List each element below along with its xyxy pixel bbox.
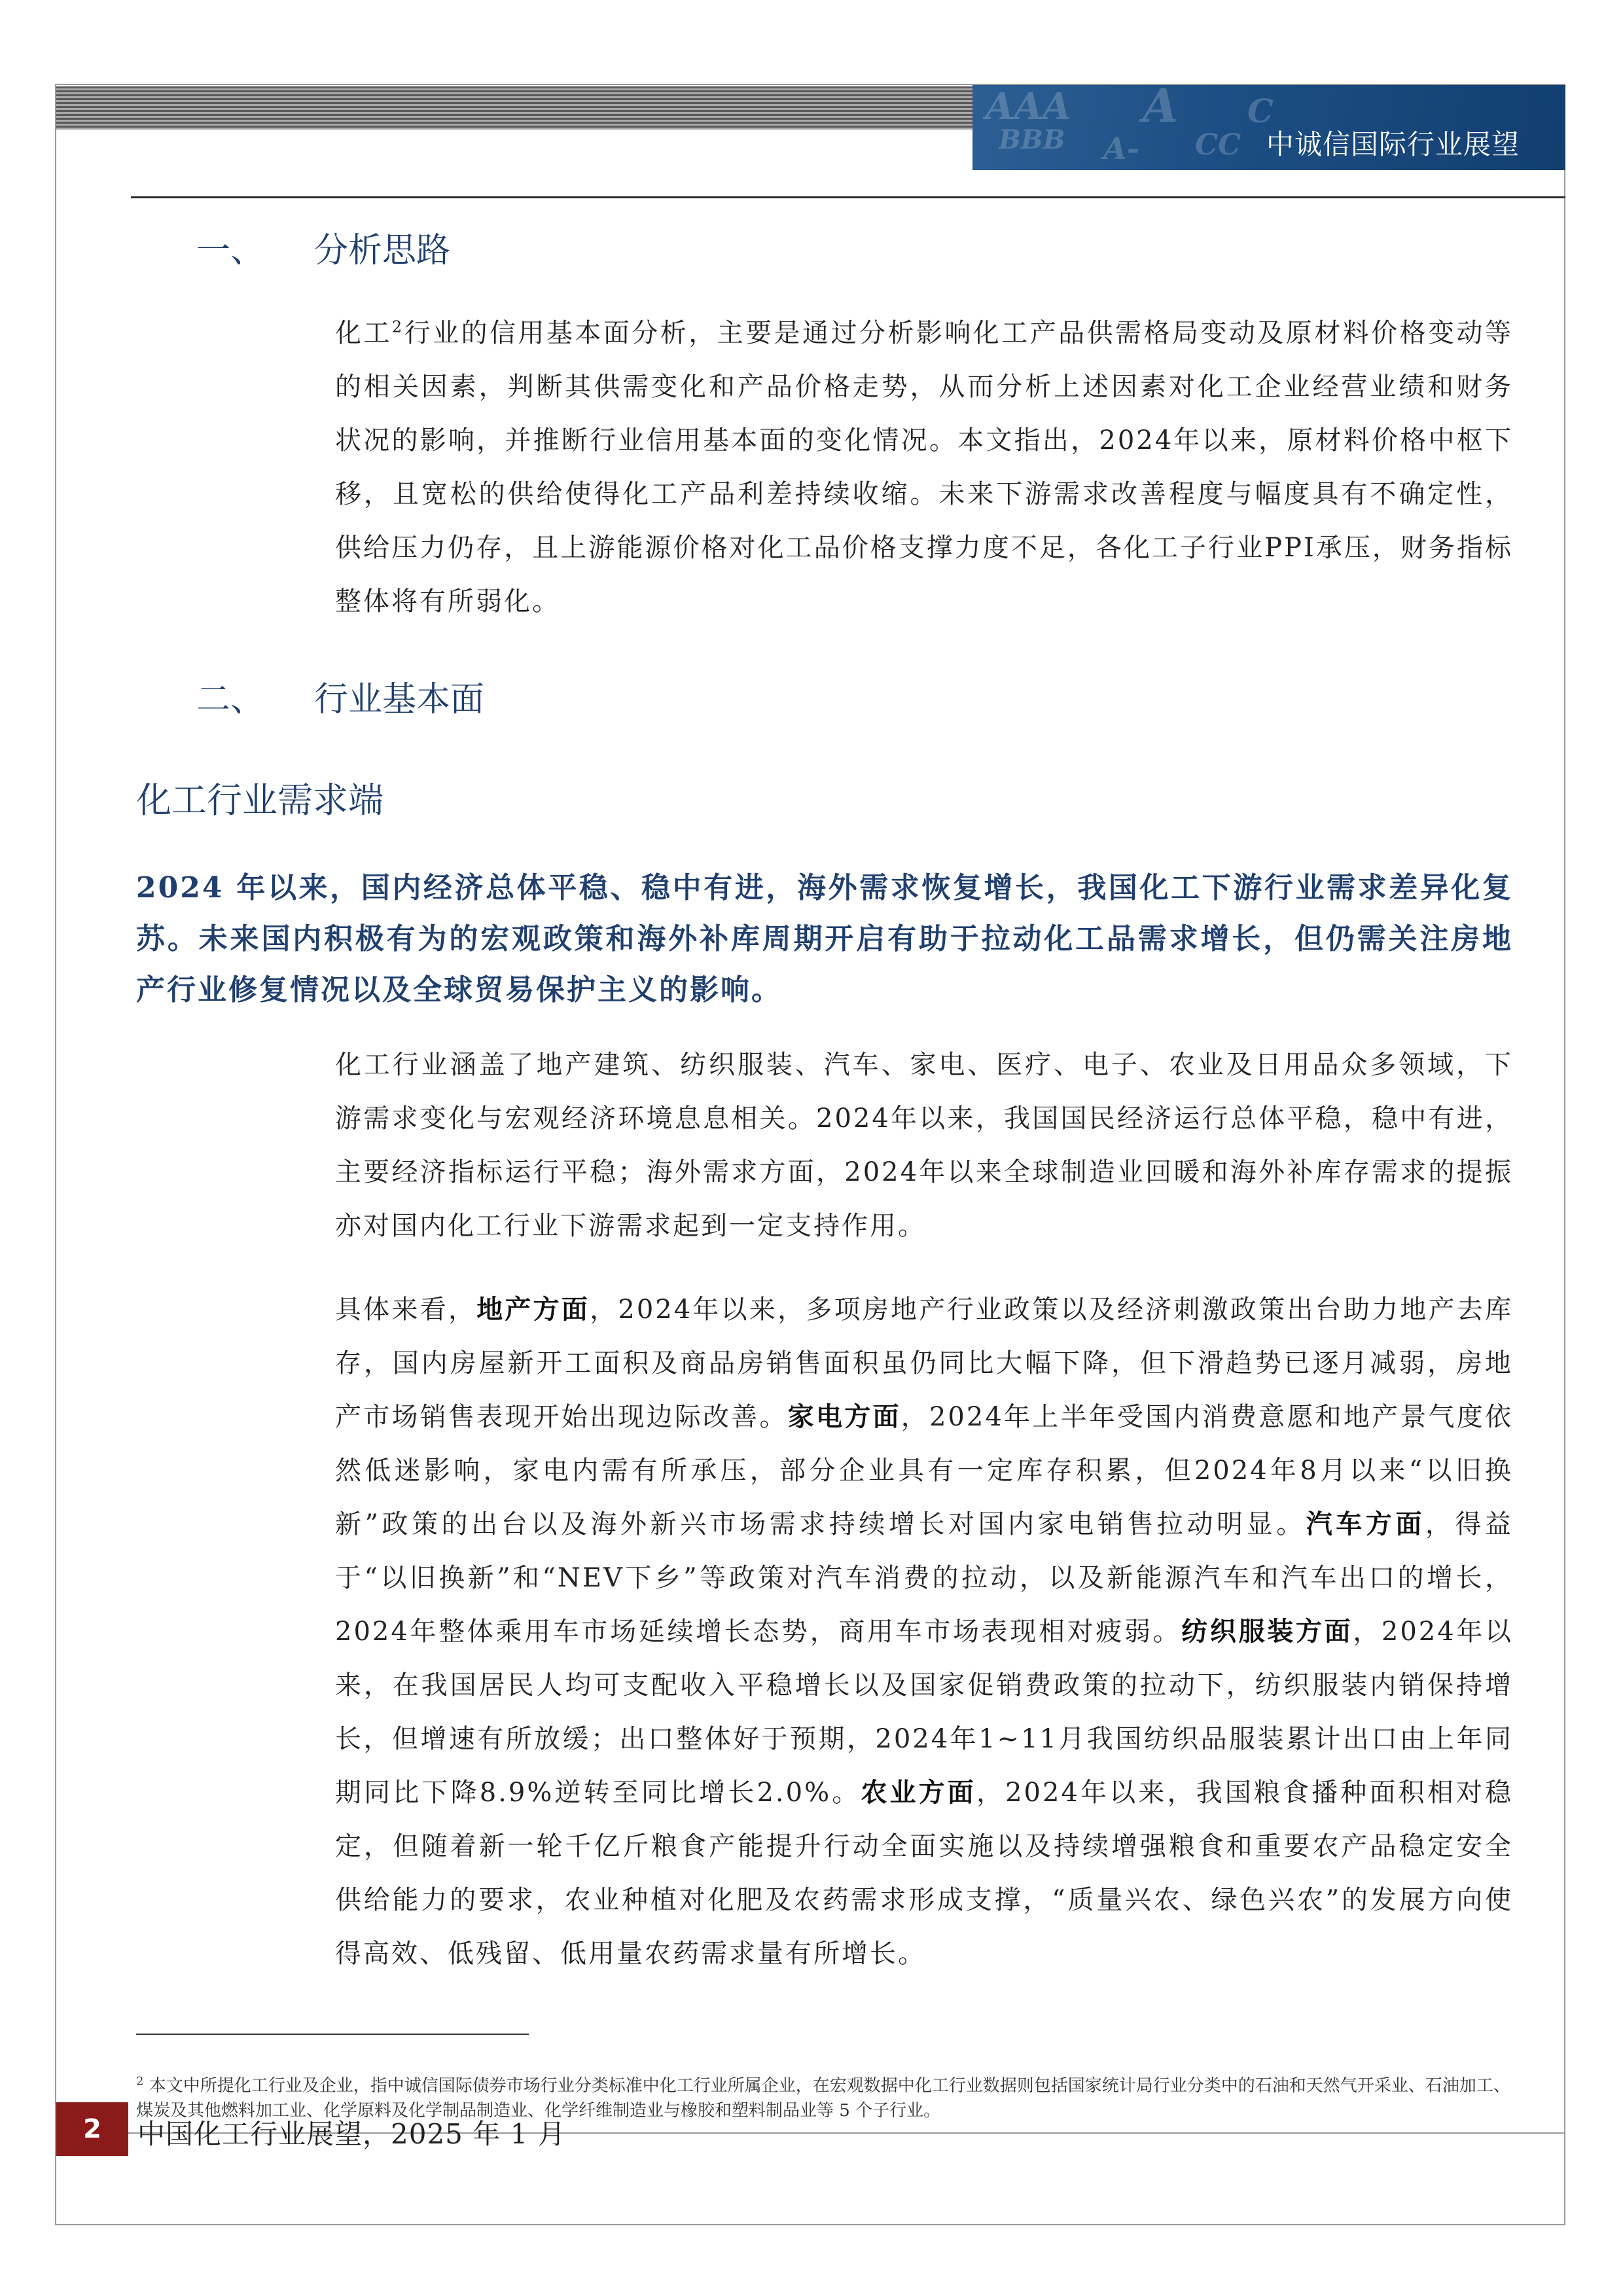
header-rule (131, 196, 1565, 198)
lead-summary: 2024 年以来，国内经济总体平稳、稳中有进，海外需求恢复增长，我国化工下游行业需求差异化复苏。未来国内积极有为的宏观政策和海外补库周期开启有助于拉动化工品需求增长，但仍需关注房地产行业修复情况以及全球贸易保护主义的影响。 (136, 871, 1513, 1007)
text-run: ，2024年以来，多项房地产行业政策以及经济刺激政策出台助力地产去库存，国内房屋新开工面积及商品房销售面积虽仍同比大幅下降，但下滑趋势已逐月减弱，房地产市场销售表现开始出现边际改善。 (335, 1295, 1514, 1432)
text-run: 化工行业涵盖了地产建筑、纺织服装、汽车、家电、医疗、电子、农业及日用品众多领域，下游需求变化与宏观经济环境息息相关。2024年以来，我国国民经济运行总体平稳，稳中有进，主要经济指标运行平稳；海外需求方面，2024年以来全球制造业回暖和海外补库存需求的提振亦对国内化工行业下游需求起到一定支持作用。 (335, 1050, 1513, 1241)
header-banner: AAA A C BBB A- CC 中诚信国际行业展望 (972, 85, 1565, 170)
text-run: ，2024年以来，我国粮食播种面积相对稳定，但随着新一轮千亿斤粮食产能提升行动全面实施以及持续增强粮食和重要农产品稳定安全供给能力的要求，农业种植对化肥及农药需求形成支撑，“质量兴农、绿色兴农”的发展方向使得高效、低残留、低用量农药需求量有所增长。 (335, 1778, 1514, 1969)
section-1-paragraph (335, 306, 1513, 628)
bold-keyword: 农业方面 (861, 1777, 976, 1808)
footnote-text: 本文中所提化工行业及企业，指中诚信国际债券市场行业分类标准中化工行业所属企业，在宏观数据中化工行业数据则包括国家统计局行业分类中的石油和天然气开采业、石油加工、煤炭及其他燃料加工业、化学原料及化学制品制造业、化学纤维制造业与橡胶和塑料制品业等 5 个子行业。 (136, 2076, 1510, 2121)
demand-paragraph-1 (335, 1038, 1513, 1253)
text-run: ，2024年上半年受国内消费意愿和地产景气度依然低迷影响，家电内需有所承压，部分企业具有一定库存积累，但2024年8月以来“以旧换新”政策的出台以及海外新兴市场需求持续增长对国内家电销售拉动明显。 (335, 1402, 1514, 1539)
subheading-demand: 化工行业需求端 (136, 780, 383, 821)
footnote-rule (136, 2034, 529, 2035)
section-1-title: 分析思路 (314, 231, 451, 270)
bold-keyword: 纺织服装方面 (1181, 1616, 1353, 1647)
bold-keyword: 家电方面 (787, 1401, 901, 1432)
bold-keyword: 地产方面 (476, 1294, 590, 1325)
section-1-heading (196, 223, 450, 272)
text-run: 化工 (335, 318, 392, 348)
text-run: ，得益于“以旧换新”和“NEV下乡”等政策对汽车消费的拉动，以及新能源汽车和汽车出口的增长，2024年整体乘用车市场延续增长态势，商用车市场表现相对疲弱。 (335, 1509, 1514, 1647)
page-number: 2 (56, 2102, 128, 2156)
header-title: 中诚信国际行业展望 (1266, 128, 1520, 160)
text-run: 行业的信用基本面分析，主要是通过分析影响化工产品供需格局变动及原材料价格变动等的相关因素，判断其供需变化和产品价格走势，从而分析上述因素对化工企业经营业绩和财务状况的影响，并推断行业信用基本面的变化情况。本文指出，2024年以来，原材料价格中枢下移，且宽松的供给使得化工产品利差持续收缩。未来下游需求改善程度与幅度具有不确定性，供给压力仍存，且上游能源价格对化工品价格支撑力度不足，各化工子行业PPI承压，财务指标整体将有所弱化。 (335, 318, 1514, 617)
section-2-number: 二、 (196, 680, 265, 719)
demand-paragraph-2 (335, 1283, 1513, 1981)
bold-keyword: 汽车方面 (1306, 1509, 1425, 1539)
header-stripes (56, 86, 972, 130)
text-run: 具体来看， (335, 1295, 477, 1325)
section-2-title: 行业基本面 (314, 680, 485, 719)
text-run: ，2024年以来，在我国居民人均可支配收入平稳增长以及国家促销费政策的拉动下，纺织服装内销保持增长，但增速有所放缓；出口整体好于预期，2024年1~11月我国纺织品服装累计出口由上年同期同比下降8.9%逆转至同比增长2.0%。 (335, 1617, 1514, 1808)
footnote-marker: 2 (136, 2074, 144, 2089)
footnote-ref: 2 (391, 317, 404, 336)
footer-report-title: 中国化工行业展望，2025 年 1 月 (137, 2118, 566, 2150)
section-1-number: 一、 (196, 231, 265, 270)
section-2-heading (196, 672, 484, 721)
